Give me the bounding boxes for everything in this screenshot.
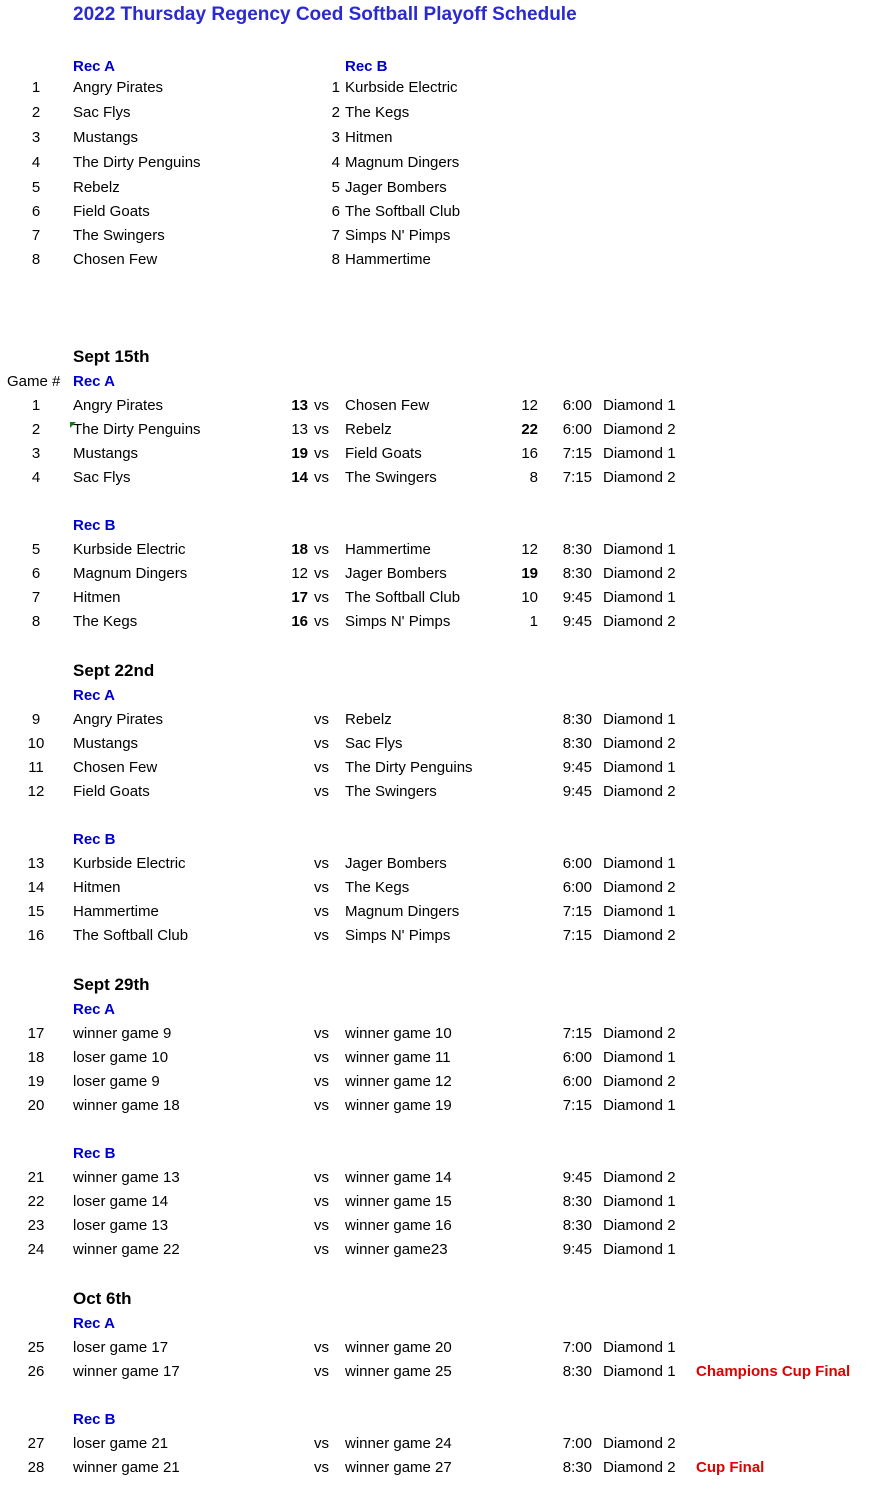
diamond-field: Diamond 1	[603, 1049, 676, 1066]
versus-label: vs	[314, 879, 329, 896]
versus-label: vs	[314, 1073, 329, 1090]
game-time: 7:15	[562, 469, 592, 486]
away-team: Sac Flys	[345, 735, 403, 752]
home-team: Hitmen	[73, 589, 121, 606]
seed-number: 6	[331, 203, 340, 220]
game-row	[0, 1190, 877, 1214]
diamond-field: Diamond 2	[603, 469, 676, 486]
away-team: winner game23	[345, 1241, 448, 1258]
game-time: 9:45	[562, 613, 592, 630]
home-team: Field Goats	[73, 783, 150, 800]
seed-number: 2	[331, 104, 340, 121]
game-time: 6:00	[562, 1073, 592, 1090]
game-row	[0, 732, 877, 756]
home-team: winner game 9	[73, 1025, 172, 1042]
game-time: 6:00	[562, 855, 592, 872]
home-team: Mustangs	[73, 735, 139, 752]
away-team: winner game 25	[345, 1363, 452, 1380]
home-team: Angry Pirates	[73, 711, 164, 728]
game-row	[0, 1166, 877, 1190]
home-team: loser game 10	[73, 1049, 169, 1066]
home-team: The Softball Club	[73, 927, 189, 944]
final-note: Champions Cup Final	[696, 1363, 851, 1380]
home-score: 12	[291, 565, 308, 582]
seed-number: 7	[331, 227, 340, 244]
away-team: Jager Bombers	[345, 565, 447, 582]
rec-b-team: Hitmen	[345, 129, 393, 146]
diamond-field: Diamond 2	[603, 565, 676, 582]
game-time: 7:00	[562, 1435, 592, 1452]
home-team: The Kegs	[73, 613, 138, 630]
game-row	[0, 1214, 877, 1238]
game-row	[0, 852, 877, 876]
away-team: winner game 14	[345, 1169, 452, 1186]
home-team: winner game 22	[73, 1241, 180, 1258]
week-date-row	[0, 1287, 877, 1311]
game-row	[0, 780, 877, 804]
roster-row	[0, 76, 877, 100]
game-number: 9	[31, 711, 41, 728]
division-label-row	[0, 684, 877, 708]
diamond-field: Diamond 2	[603, 1459, 676, 1476]
home-team: Hammertime	[73, 903, 159, 920]
game-number: 14	[27, 879, 45, 896]
versus-label: vs	[314, 1435, 329, 1452]
week-date: Sept 15th	[73, 347, 150, 366]
versus-label: vs	[314, 1025, 329, 1042]
diamond-field: Diamond 1	[603, 1241, 676, 1258]
seed-number: 4	[31, 154, 41, 171]
game-number: 18	[27, 1049, 45, 1066]
away-team: Simps N' Pimps	[345, 927, 451, 944]
home-team: Angry Pirates	[73, 397, 164, 414]
away-team: The Softball Club	[345, 589, 461, 606]
division-label-row	[0, 1142, 877, 1166]
division-label-row	[0, 1312, 877, 1336]
seed-number: 6	[31, 203, 41, 220]
away-score: 16	[521, 445, 538, 462]
versus-label: vs	[314, 1097, 329, 1114]
seed-number: 7	[31, 227, 41, 244]
away-team: winner game 10	[345, 1025, 452, 1042]
home-team: Magnum Dingers	[73, 565, 188, 582]
home-team: winner game 18	[73, 1097, 180, 1114]
away-team: winner game 15	[345, 1193, 452, 1210]
away-score: 12	[521, 541, 538, 558]
home-score: 17	[291, 589, 308, 606]
game-time: 9:45	[562, 1241, 592, 1258]
rec-b-team: Simps N' Pimps	[345, 227, 451, 244]
roster-row	[0, 126, 877, 150]
home-team: loser game 17	[73, 1339, 169, 1356]
away-team: Rebelz	[345, 421, 392, 438]
rec-b-heading: Rec B	[345, 58, 388, 75]
rec-a-team: The Swingers	[73, 227, 165, 244]
versus-label: vs	[314, 783, 329, 800]
diamond-field: Diamond 2	[603, 1025, 676, 1042]
division-label-row	[0, 514, 877, 538]
versus-label: vs	[314, 1339, 329, 1356]
versus-label: vs	[314, 1193, 329, 1210]
game-time: 8:30	[562, 735, 592, 752]
rec-b-team: The Softball Club	[345, 203, 461, 220]
game-row	[0, 418, 877, 442]
game-row	[0, 1022, 877, 1046]
seed-number: 5	[31, 179, 41, 196]
week-date: Sept 22nd	[73, 661, 155, 680]
diamond-field: Diamond 2	[603, 879, 676, 896]
home-score: 13	[291, 421, 308, 438]
game-time: 8:30	[562, 1217, 592, 1234]
rec-a-team: The Dirty Penguins	[73, 154, 201, 171]
seed-number: 4	[331, 154, 340, 171]
game-number-header: Game #	[7, 373, 61, 390]
diamond-field: Diamond 1	[603, 759, 676, 776]
rec-b-team: Hammertime	[345, 251, 431, 268]
game-number: 1	[31, 397, 41, 414]
seed-number: 2	[31, 104, 41, 121]
game-row	[0, 610, 877, 634]
versus-label: vs	[314, 421, 329, 438]
away-team: Field Goats	[345, 445, 422, 462]
week-date-row	[0, 345, 877, 369]
versus-label: vs	[314, 397, 329, 414]
rec-a-team: Chosen Few	[73, 251, 158, 268]
diamond-field: Diamond 2	[603, 735, 676, 752]
home-team: Sac Flys	[73, 469, 131, 486]
away-team: The Swingers	[345, 469, 437, 486]
diamond-field: Diamond 1	[603, 397, 676, 414]
home-team: loser game 9	[73, 1073, 160, 1090]
away-score: 10	[521, 589, 538, 606]
week-date-row	[0, 659, 877, 683]
home-team: Hitmen	[73, 879, 121, 896]
game-time: 9:45	[562, 759, 592, 776]
game-row	[0, 900, 877, 924]
roster-row	[0, 200, 877, 224]
versus-label: vs	[314, 445, 329, 462]
game-row	[0, 1456, 877, 1480]
game-number: 12	[27, 783, 45, 800]
division-label: Rec A	[73, 373, 115, 390]
home-team: loser game 13	[73, 1217, 169, 1234]
away-team: winner game 24	[345, 1435, 452, 1452]
game-time: 7:15	[562, 903, 592, 920]
game-row	[0, 876, 877, 900]
roster-row	[0, 176, 877, 200]
page-title: 2022 Thursday Regency Coed Softball Playoff Schedule	[73, 4, 577, 25]
diamond-field: Diamond 1	[603, 855, 676, 872]
away-team: winner game 16	[345, 1217, 452, 1234]
roster-row	[0, 224, 877, 248]
versus-label: vs	[314, 735, 329, 752]
away-team: Simps N' Pimps	[345, 613, 451, 630]
game-number: 26	[27, 1363, 45, 1380]
diamond-field: Diamond 2	[603, 1073, 676, 1090]
away-team: winner game 27	[345, 1459, 452, 1476]
home-team: loser game 14	[73, 1193, 169, 1210]
game-row	[0, 1432, 877, 1456]
game-time: 7:15	[562, 927, 592, 944]
seed-number: 3	[31, 129, 41, 146]
game-number: 21	[27, 1169, 45, 1186]
game-number: 20	[27, 1097, 45, 1114]
game-time: 8:30	[562, 1193, 592, 1210]
diamond-field: Diamond 2	[603, 613, 676, 630]
rec-b-team: The Kegs	[345, 104, 410, 121]
game-row	[0, 562, 877, 586]
away-team: The Kegs	[345, 879, 410, 896]
division-label-row	[0, 370, 877, 394]
game-number: 3	[31, 445, 41, 462]
roster-row	[0, 151, 877, 175]
diamond-field: Diamond 1	[603, 711, 676, 728]
division-label: Rec A	[73, 1001, 115, 1018]
versus-label: vs	[314, 1217, 329, 1234]
game-number: 24	[27, 1241, 45, 1258]
rec-a-team: Sac Flys	[73, 104, 131, 121]
game-row	[0, 538, 877, 562]
away-team: Rebelz	[345, 711, 392, 728]
versus-label: vs	[314, 565, 329, 582]
division-label-row	[0, 1408, 877, 1432]
seed-number: 1	[31, 79, 41, 96]
diamond-field: Diamond 2	[603, 927, 676, 944]
diamond-field: Diamond 1	[603, 1193, 676, 1210]
seed-number: 3	[331, 129, 340, 146]
game-row	[0, 466, 877, 490]
rec-a-heading: Rec A	[73, 58, 115, 75]
division-label: Rec B	[73, 1411, 116, 1428]
game-time: 6:00	[562, 397, 592, 414]
rec-a-team: Rebelz	[73, 179, 120, 196]
home-score: 13	[291, 397, 308, 414]
home-score: 18	[291, 541, 308, 558]
home-team: loser game 21	[73, 1435, 169, 1452]
final-note: Cup Final	[696, 1459, 765, 1476]
versus-label: vs	[314, 1049, 329, 1066]
game-row	[0, 394, 877, 418]
game-number: 17	[27, 1025, 45, 1042]
week-date: Oct 6th	[73, 1289, 132, 1308]
game-number: 2	[31, 421, 41, 438]
seed-number: 1	[331, 79, 340, 96]
versus-label: vs	[314, 711, 329, 728]
diamond-field: Diamond 1	[603, 1097, 676, 1114]
game-row	[0, 442, 877, 466]
diamond-field: Diamond 1	[603, 1339, 676, 1356]
away-team: The Dirty Penguins	[345, 759, 473, 776]
diamond-field: Diamond 1	[603, 589, 676, 606]
rec-a-team: Field Goats	[73, 203, 150, 220]
versus-label: vs	[314, 855, 329, 872]
away-team: winner game 20	[345, 1339, 452, 1356]
versus-label: vs	[314, 589, 329, 606]
home-team: Kurbside Electric	[73, 541, 186, 558]
rec-a-team: Mustangs	[73, 129, 139, 146]
game-row	[0, 1046, 877, 1070]
versus-label: vs	[314, 541, 329, 558]
rec-b-team: Jager Bombers	[345, 179, 447, 196]
division-label: Rec B	[73, 1145, 116, 1162]
game-row	[0, 1360, 877, 1384]
roster-row	[0, 101, 877, 125]
rec-b-team: Magnum Dingers	[345, 154, 460, 171]
game-time: 8:30	[562, 565, 592, 582]
home-team: Kurbside Electric	[73, 855, 186, 872]
seed-number: 8	[31, 251, 41, 268]
seed-number: 5	[331, 179, 340, 196]
away-score: 1	[529, 613, 538, 630]
away-team: Chosen Few	[345, 397, 430, 414]
division-label-row	[0, 998, 877, 1022]
versus-label: vs	[314, 613, 329, 630]
game-number: 27	[27, 1435, 45, 1452]
diamond-field: Diamond 1	[603, 903, 676, 920]
diamond-field: Diamond 2	[603, 1169, 676, 1186]
game-number: 19	[27, 1073, 45, 1090]
home-team: winner game 13	[73, 1169, 180, 1186]
division-label: Rec A	[73, 1315, 115, 1332]
game-number: 16	[27, 927, 45, 944]
game-row	[0, 1336, 877, 1360]
game-number: 25	[27, 1339, 45, 1356]
versus-label: vs	[314, 1241, 329, 1258]
division-label: Rec A	[73, 687, 115, 704]
game-time: 7:15	[562, 1097, 592, 1114]
game-number: 8	[31, 613, 41, 630]
away-team: Jager Bombers	[345, 855, 447, 872]
game-row	[0, 1094, 877, 1118]
home-team: The Dirty Penguins	[73, 421, 201, 438]
week-date-row	[0, 973, 877, 997]
game-number: 11	[28, 759, 44, 776]
away-team: winner game 19	[345, 1097, 452, 1114]
diamond-field: Diamond 1	[603, 541, 676, 558]
versus-label: vs	[314, 759, 329, 776]
home-score: 16	[291, 613, 308, 630]
rec-a-team: Angry Pirates	[73, 79, 164, 96]
home-score: 14	[291, 469, 308, 486]
away-score: 12	[521, 397, 538, 414]
division-label-row	[0, 828, 877, 852]
home-team: Mustangs	[73, 445, 139, 462]
game-time: 8:30	[562, 1363, 592, 1380]
game-row	[0, 708, 877, 732]
away-team: Magnum Dingers	[345, 903, 460, 920]
game-row	[0, 586, 877, 610]
roster-row	[0, 248, 877, 272]
diamond-field: Diamond 1	[603, 1363, 676, 1380]
versus-label: vs	[314, 903, 329, 920]
game-number: 4	[31, 469, 41, 486]
diamond-field: Diamond 2	[603, 421, 676, 438]
home-score: 19	[291, 445, 308, 462]
game-time: 6:00	[562, 1049, 592, 1066]
away-score: 19	[521, 565, 538, 582]
game-time: 8:30	[562, 541, 592, 558]
away-score: 8	[529, 469, 538, 486]
game-time: 9:45	[562, 783, 592, 800]
division-label: Rec B	[73, 517, 116, 534]
game-number: 7	[31, 589, 41, 606]
game-number: 10	[27, 735, 45, 752]
versus-label: vs	[314, 1363, 329, 1380]
game-time: 8:30	[562, 1459, 592, 1476]
game-number: 28	[27, 1459, 45, 1476]
game-time: 7:15	[562, 445, 592, 462]
game-time: 6:00	[562, 421, 592, 438]
division-label: Rec B	[73, 831, 116, 848]
away-team: winner game 11	[345, 1049, 451, 1066]
diamond-field: Diamond 2	[603, 1217, 676, 1234]
game-number: 23	[27, 1217, 45, 1234]
game-row	[0, 924, 877, 948]
week-date: Sept 29th	[73, 975, 150, 994]
game-time: 7:15	[562, 1025, 592, 1042]
game-row	[0, 756, 877, 780]
home-team: winner game 17	[73, 1363, 180, 1380]
game-number: 5	[31, 541, 41, 558]
game-time: 9:45	[562, 1169, 592, 1186]
away-team: The Swingers	[345, 783, 437, 800]
home-team: winner game 21	[73, 1459, 180, 1476]
away-score: 22	[521, 421, 538, 438]
game-time: 9:45	[562, 589, 592, 606]
versus-label: vs	[314, 469, 329, 486]
versus-label: vs	[314, 927, 329, 944]
game-row	[0, 1238, 877, 1262]
diamond-field: Diamond 2	[603, 1435, 676, 1452]
game-row	[0, 1070, 877, 1094]
diamond-field: Diamond 2	[603, 783, 676, 800]
game-number: 22	[27, 1193, 45, 1210]
versus-label: vs	[314, 1459, 329, 1476]
game-number: 6	[31, 565, 41, 582]
game-time: 6:00	[562, 879, 592, 896]
home-team: Chosen Few	[73, 759, 158, 776]
game-number: 13	[27, 855, 45, 872]
away-team: Hammertime	[345, 541, 431, 558]
cell-comment-marker-icon	[70, 422, 76, 428]
diamond-field: Diamond 1	[603, 445, 676, 462]
rec-b-team: Kurbside Electric	[345, 79, 458, 96]
seed-number: 8	[331, 251, 340, 268]
game-time: 7:00	[562, 1339, 592, 1356]
game-time: 8:30	[562, 711, 592, 728]
versus-label: vs	[314, 1169, 329, 1186]
game-number: 15	[27, 903, 45, 920]
away-team: winner game 12	[345, 1073, 452, 1090]
